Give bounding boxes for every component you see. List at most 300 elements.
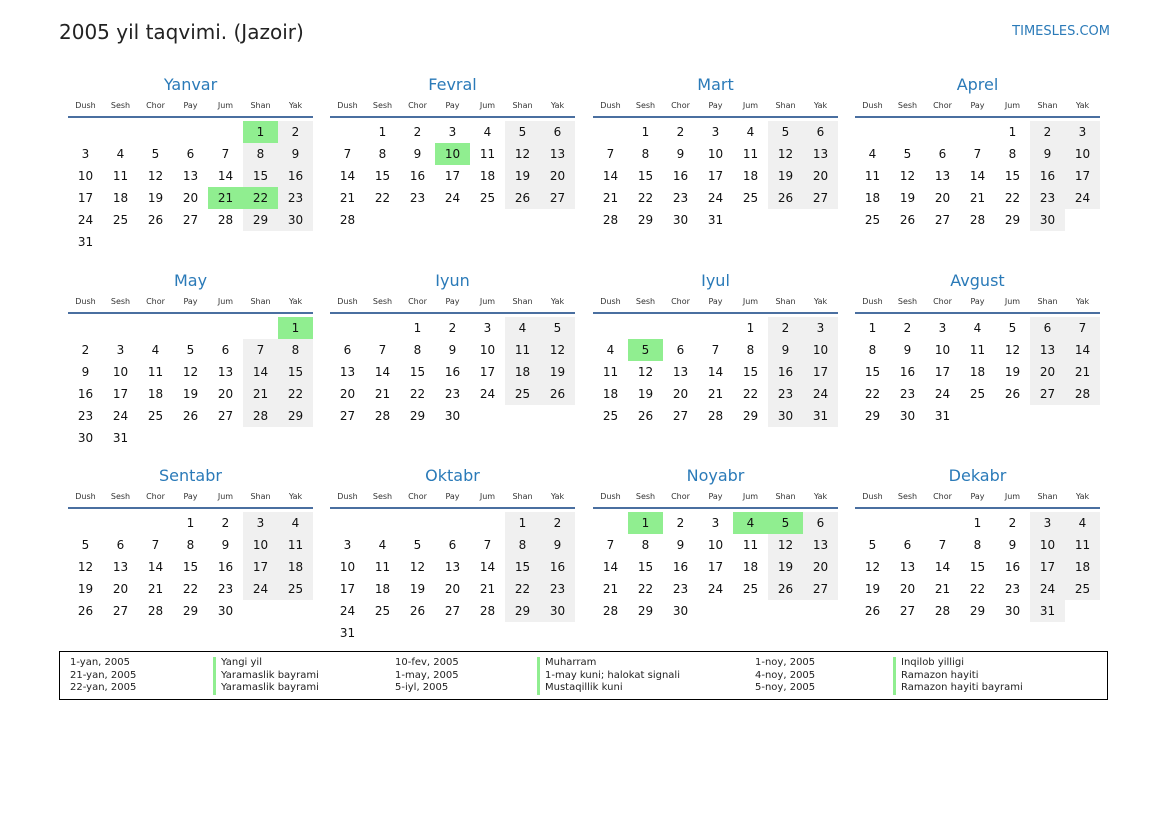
day-cell: 14 [1065,339,1100,361]
weekday-label: Dush [337,101,358,110]
day-cell: 27 [182,213,199,227]
weekday-label: Dush [862,297,883,306]
day-cell: 5 [868,538,877,552]
day-cell: 2 [540,512,575,534]
day-cell-holiday: 21 [208,187,243,209]
day-cell: 19 [768,165,803,187]
day-cell: 15 [182,560,199,574]
day-cell: 5 [151,147,160,161]
legend-date: 1-noy, 2005 [755,657,816,668]
day-blank [365,512,400,534]
day-grid [593,512,838,622]
day-cell: 10 [243,534,278,556]
day-cell: 29 [864,409,881,423]
day-cell: 3 [803,317,838,339]
day-cell: 7 [1065,317,1100,339]
weekday-header [593,295,838,314]
day-cell: 26 [864,604,881,618]
day-cell: 22 [637,582,654,596]
day-cell: 19 [768,556,803,578]
day-grid [593,317,838,427]
weekday-label: Dush [337,297,358,306]
day-cell: 27 [217,409,234,423]
day-cell: 4 [606,343,615,357]
day-cell: 27 [803,578,838,600]
day-cell: 1 [413,321,422,335]
day-cell: 11 [374,560,391,574]
day-cell-holiday: 5 [628,339,663,361]
day-cell: 3 [1065,121,1100,143]
month-10 [593,463,838,622]
weekday-header [855,295,1100,314]
day-cell: 12 [409,560,426,574]
day-blank [593,121,628,143]
weekday-label: Pay [183,492,198,501]
day-cell: 4 [378,538,387,552]
day-cell: 2 [1030,121,1065,143]
day-cell: 18 [742,560,759,574]
weekday-label: Shan [1037,492,1058,501]
day-grid [855,512,1100,622]
day-grid [68,512,313,622]
day-cell: 26 [768,187,803,209]
day-cell: 17 [479,365,496,379]
day-cell: 25 [479,191,496,205]
day-cell: 7 [378,343,387,357]
day-cell: 24 [707,191,724,205]
day-blank [855,512,890,534]
weekday-label: Shan [775,492,796,501]
day-cell: 26 [768,578,803,600]
day-blank [330,512,365,534]
day-cell: 19 [899,191,916,205]
day-cell: 18 [969,365,986,379]
weekday-label: Yak [1075,492,1090,501]
day-cell: 7 [151,538,160,552]
day-cell: 16 [768,361,803,383]
day-cell-holiday: 1 [278,317,313,339]
day-cell: 12 [768,143,803,165]
day-cell: 6 [540,121,575,143]
day-blank [208,317,243,339]
weekday-label: Sesh [897,492,918,501]
legend-holiday: Mustaqillik kuni [537,682,680,695]
day-cell: 16 [672,169,689,183]
day-cell: 9 [903,343,912,357]
day-cell: 17 [707,169,724,183]
legend-date: 1-yan, 2005 [70,657,130,668]
day-blank [138,512,173,534]
day-cell: 30 [1004,604,1021,618]
day-cell: 21 [479,582,496,596]
day-cell: 8 [973,538,982,552]
month-name: Iyul [701,271,730,290]
day-cell: 17 [243,556,278,578]
weekday-label: Shan [250,101,271,110]
day-cell: 24 [339,604,356,618]
day-cell: 30 [444,409,461,423]
day-cell: 2 [768,317,803,339]
day-cell: 9 [278,143,313,165]
day-cell: 16 [899,365,916,379]
day-blank [628,317,663,339]
day-cell: 20 [444,582,461,596]
month-6 [593,268,838,427]
day-cell: 2 [413,125,422,139]
month-name: Yanvar [163,75,218,94]
month-11 [855,463,1100,622]
day-cell: 17 [444,169,461,183]
weekday-label: Jum [1004,101,1021,110]
day-cell: 21 [374,387,391,401]
day-cell: 20 [112,582,129,596]
day-cell: 10 [707,147,724,161]
day-cell: 30 [77,431,94,445]
day-cell: 8 [413,343,422,357]
day-cell: 22 [409,387,426,401]
month-name: Oktabr [425,466,480,485]
weekday-header [330,490,575,509]
day-cell: 11 [112,169,129,183]
day-cell: 11 [742,538,759,552]
day-blank [243,317,278,339]
weekday-label: Sesh [635,101,656,110]
day-cell: 28 [339,213,356,227]
day-cell: 18 [278,556,313,578]
weekday-label: Pay [183,101,198,110]
legend-date: 5-noy, 2005 [755,682,816,693]
day-blank [208,121,243,143]
day-cell: 6 [221,343,230,357]
day-cell: 13 [672,365,689,379]
day-cell: 24 [1030,578,1065,600]
day-cell: 9 [221,538,230,552]
weekday-label: Chor [146,101,165,110]
day-cell: 16 [278,165,313,187]
day-blank [103,121,138,143]
day-cell: 3 [938,321,947,335]
day-cell: 22 [969,582,986,596]
day-cell: 30 [278,209,313,231]
day-cell: 6 [116,538,125,552]
weekday-label: Jum [742,297,759,306]
weekday-label: Dush [862,101,883,110]
day-cell: 15 [864,365,881,379]
day-blank [925,121,960,143]
weekday-label: Pay [708,101,723,110]
day-blank [68,512,103,534]
day-cell: 2 [221,516,230,530]
weekday-label: Chor [408,492,427,501]
day-cell: 21 [707,387,724,401]
day-cell: 16 [409,169,426,183]
day-cell: 3 [483,321,492,335]
weekday-label: Yak [1075,297,1090,306]
weekday-label: Shan [512,101,533,110]
weekday-label: Chor [146,492,165,501]
day-cell: 14 [602,560,619,574]
day-cell: 28 [479,604,496,618]
day-cell: 31 [707,213,724,227]
day-cell: 10 [1030,534,1065,556]
day-cell: 18 [505,361,540,383]
weekday-label: Pay [708,297,723,306]
day-cell: 6 [676,343,685,357]
day-cell: 26 [540,383,575,405]
day-cell: 11 [1065,534,1100,556]
day-cell: 17 [1065,165,1100,187]
day-cell: 1 [973,516,982,530]
day-cell: 25 [969,387,986,401]
legend-holiday: Yaramaslik bayrami [213,670,319,683]
day-cell: 12 [899,169,916,183]
day-cell: 28 [374,409,391,423]
weekday-label: Shan [1037,101,1058,110]
day-cell: 3 [711,125,720,139]
day-cell: 21 [602,582,619,596]
day-cell: 26 [147,213,164,227]
day-cell: 21 [969,191,986,205]
weekday-label: Jum [479,492,496,501]
day-cell: 24 [1065,187,1100,209]
weekday-label: Dush [75,101,96,110]
day-cell: 31 [803,405,838,427]
day-cell: 23 [77,409,94,423]
day-cell: 3 [711,516,720,530]
day-cell: 5 [505,121,540,143]
day-cell: 27 [672,409,689,423]
weekday-label: Jum [479,297,496,306]
day-cell: 29 [505,600,540,622]
legend-names-col-3 [893,657,1023,695]
day-cell: 25 [602,409,619,423]
day-cell: 17 [803,361,838,383]
day-cell: 23 [672,191,689,205]
weekday-header [68,295,313,314]
day-cell: 12 [864,560,881,574]
page-title: 2005 yil taqvimi. (Jazoir) [59,20,304,44]
day-cell: 14 [374,365,391,379]
day-cell: 15 [969,560,986,574]
day-cell: 15 [637,560,654,574]
month-name: Sentabr [159,466,222,485]
weekday-label: Sesh [110,297,131,306]
weekday-label: Sesh [110,101,131,110]
weekday-label: Yak [813,101,828,110]
day-cell: 10 [339,560,356,574]
day-cell: 21 [339,191,356,205]
day-cell: 29 [278,405,313,427]
day-cell: 19 [182,387,199,401]
day-cell: 29 [637,604,654,618]
day-cell: 16 [1030,165,1065,187]
month-name: Aprel [956,75,999,94]
day-cell: 10 [112,365,129,379]
day-cell: 24 [934,387,951,401]
day-cell: 22 [182,582,199,596]
month-name: Dekabr [948,466,1007,485]
day-cell: 30 [540,600,575,622]
weekday-label: Jum [479,101,496,110]
day-cell: 19 [505,165,540,187]
legend-date: 1-may, 2005 [395,669,459,681]
day-cell: 19 [409,582,426,596]
weekday-label: Dush [75,297,96,306]
day-cell: 29 [969,604,986,618]
day-cell: 5 [540,317,575,339]
day-cell: 4 [868,147,877,161]
day-cell: 1 [1008,125,1017,139]
day-cell: 25 [147,409,164,423]
day-cell: 17 [112,387,129,401]
day-cell: 18 [479,169,496,183]
day-cell: 7 [711,343,720,357]
day-cell: 17 [707,560,724,574]
day-cell: 9 [448,343,457,357]
day-cell: 26 [1004,387,1021,401]
month-5 [330,268,575,427]
day-cell: 22 [278,383,313,405]
day-cell: 23 [899,387,916,401]
weekday-label: Pay [445,492,460,501]
day-cell: 6 [803,121,838,143]
day-cell: 6 [186,147,195,161]
day-blank [68,121,103,143]
day-cell: 12 [505,143,540,165]
day-cell: 23 [540,578,575,600]
day-cell: 1 [641,125,650,139]
day-cell: 4 [116,147,125,161]
month-name: Fevral [428,75,477,94]
day-cell: 14 [147,560,164,574]
day-cell: 19 [77,582,94,596]
day-cell: 9 [1008,538,1017,552]
weekday-label: Chor [408,297,427,306]
day-cell: 12 [540,339,575,361]
day-cell: 28 [1065,383,1100,405]
day-cell: 9 [540,534,575,556]
weekday-label: Pay [970,492,985,501]
day-cell: 9 [768,339,803,361]
day-cell: 20 [540,165,575,187]
day-cell: 8 [278,339,313,361]
day-cell: 7 [606,147,615,161]
day-cell: 26 [77,604,94,618]
day-cell: 25 [742,582,759,596]
day-cell: 5 [81,538,90,552]
day-blank [173,121,208,143]
weekday-label: Chor [408,101,427,110]
day-cell: 8 [868,343,877,357]
site-link[interactable]: TIMESLES.COM [1012,24,1110,39]
day-cell: 23 [444,387,461,401]
weekday-label: Dush [600,101,621,110]
day-blank [400,512,435,534]
day-cell: 7 [483,538,492,552]
day-cell: 12 [147,169,164,183]
month-name: Mart [697,75,734,94]
day-cell: 4 [278,512,313,534]
day-grid [330,121,575,231]
day-cell: 22 [637,191,654,205]
day-cell: 18 [147,387,164,401]
day-cell: 16 [672,560,689,574]
day-cell: 27 [1030,383,1065,405]
weekday-label: Shan [775,101,796,110]
day-cell: 20 [899,582,916,596]
day-blank [470,512,505,534]
day-cell: 24 [112,409,129,423]
day-cell: 11 [864,169,881,183]
day-cell: 30 [672,604,689,618]
day-cell: 23 [1030,187,1065,209]
weekday-label: Shan [512,492,533,501]
day-cell: 17 [339,582,356,596]
day-cell: 12 [182,365,199,379]
weekday-label: Pay [183,297,198,306]
day-cell: 22 [742,387,759,401]
day-cell: 16 [77,387,94,401]
day-blank [925,512,960,534]
day-cell: 28 [217,213,234,227]
day-cell: 20 [217,387,234,401]
day-blank [173,317,208,339]
day-cell-holiday: 5 [768,512,803,534]
day-blank [890,121,925,143]
month-4 [68,268,313,449]
day-grid [330,317,575,427]
day-cell: 20 [672,387,689,401]
weekday-label: Sesh [897,101,918,110]
legend-date: 5-iyl, 2005 [395,682,449,693]
day-cell: 14 [479,560,496,574]
weekday-header [855,490,1100,509]
day-cell: 14 [969,169,986,183]
day-cell: 6 [938,147,947,161]
weekday-label: Dush [337,492,358,501]
day-cell: 6 [448,538,457,552]
day-cell: 25 [374,604,391,618]
legend-holiday: Ramazon hayiti bayrami [893,682,1023,695]
weekday-label: Chor [671,297,690,306]
day-cell: 25 [742,191,759,205]
day-cell: 10 [803,339,838,361]
weekday-label: Pay [970,297,985,306]
day-blank [330,317,365,339]
day-cell: 8 [186,538,195,552]
weekday-label: Shan [1037,297,1058,306]
day-cell: 22 [1004,191,1021,205]
day-cell: 15 [637,169,654,183]
day-cell: 10 [934,343,951,357]
day-cell: 21 [934,582,951,596]
weekday-label: Dush [600,297,621,306]
month-9 [330,463,575,644]
month-3 [855,72,1100,231]
weekday-label: Jum [1004,492,1021,501]
month-8 [68,463,313,622]
day-cell: 23 [1004,582,1021,596]
day-cell: 19 [540,361,575,383]
day-cell: 25 [864,213,881,227]
day-cell-holiday: 1 [243,121,278,143]
day-cell: 1 [505,512,540,534]
weekday-label: Dush [75,492,96,501]
day-cell: 13 [1030,339,1065,361]
day-cell: 19 [864,582,881,596]
day-cell: 10 [479,343,496,357]
weekday-header [330,295,575,314]
